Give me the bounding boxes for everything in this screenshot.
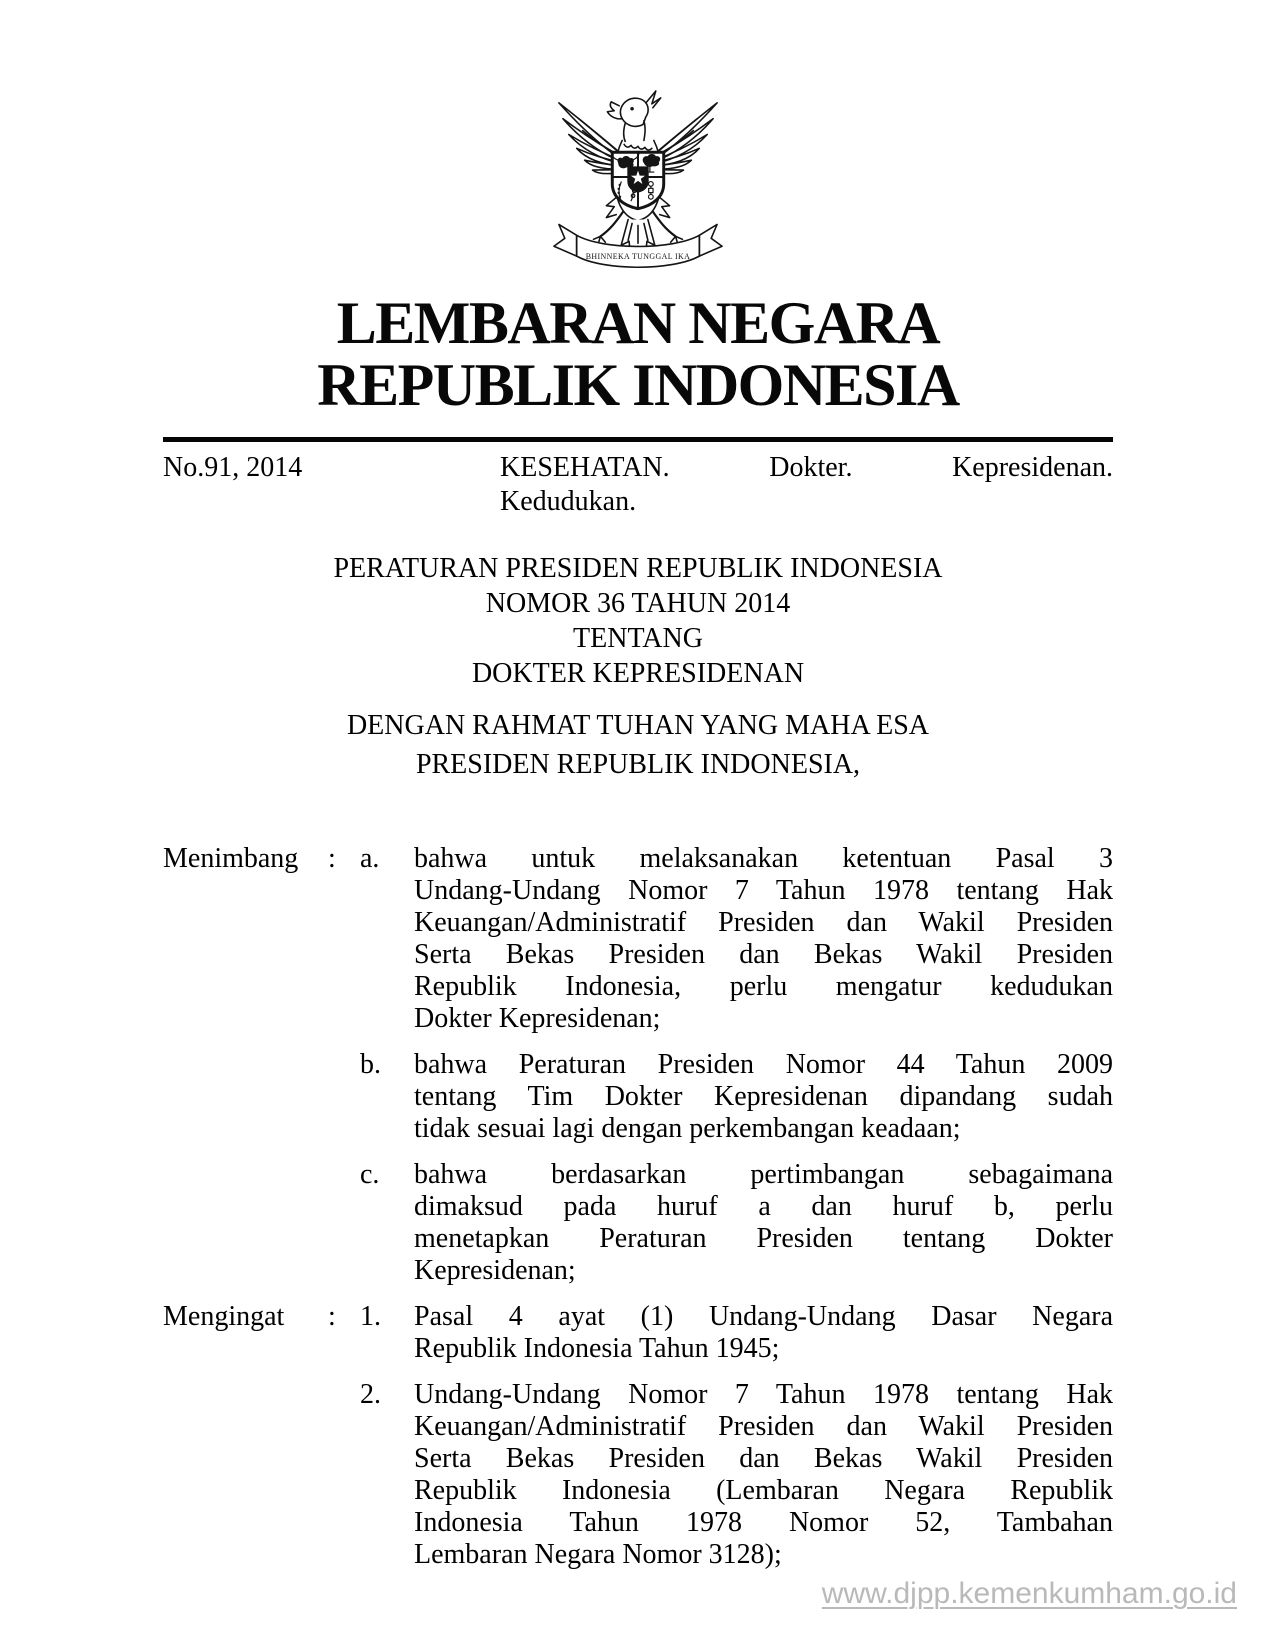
item-marker: a. <box>360 843 380 874</box>
pancasila-shield <box>611 152 663 208</box>
regulation-heading <box>163 551 1113 691</box>
remembering-colon: : <box>328 1301 336 1332</box>
invocation-line: DENGAN RAHMAT TUHAN YANG MAHA ESA <box>346 710 930 741</box>
item-marker: 2. <box>360 1379 381 1410</box>
considering-item-b <box>163 1049 1113 1145</box>
item-text: bahwa untuk melaksanakan ketentuan Pasal 3 Undang-Undang Nomor 7 Tahun 1978 tentang Hak Keuangan/Administratif Presiden dan Wakil Presiden Serta Bekas Presiden dan Bekas Wakil Presiden Republik Indonesia, perlu mengatur kedudukan Dokter Kepresidenan; <box>414 843 1113 1034</box>
issue-subjects: KESEHATAN. Dokter. Kepresidenan. Kedudukan. <box>500 452 1113 517</box>
eye <box>630 107 634 111</box>
remembering-label: Mengingat <box>163 1301 285 1332</box>
remembering-item-2 <box>163 1379 1113 1571</box>
regulation-heading-line2: NOMOR 36 TAHUN 2014 <box>485 588 791 619</box>
document-body <box>163 843 1113 1585</box>
regulation-heading-line1: PERATURAN PRESIDEN REPUBLIK INDONESIA <box>333 553 943 584</box>
watermark-link[interactable]: www.djpp.kemenkumham.go.id <box>821 1577 1237 1610</box>
item-marker: c. <box>360 1159 380 1190</box>
garuda-pancasila-emblem <box>549 78 727 278</box>
issue-number: No.91, 2014 <box>163 452 303 483</box>
item-marker: b. <box>360 1049 381 1080</box>
item-text: bahwa berdasarkan pertimbangan sebagaimana dimaksud pada huruf a dan huruf b, perlu menetapkan Peraturan Presiden tentang Dokter Kepresidenan; <box>414 1159 1113 1286</box>
issue-row <box>163 451 1113 519</box>
issuer-line: PRESIDEN REPUBLIK INDONESIA, <box>415 749 861 780</box>
masthead-divider <box>163 437 1113 442</box>
item-text: Undang-Undang Nomor 7 Tahun 1978 tentang Hak Keuangan/Administratif Presiden dan Wakil Presiden Serta Bekas Presiden dan Bekas Wakil Presiden Republik Indonesia (Lembaran Negara Republik Indonesia Tahun 1978 Nomor 52, Tambahan Lembaran Negara Nomor 3128); <box>414 1379 1113 1570</box>
regulation-heading-line3: TENTANG <box>573 623 703 654</box>
considering-colon: : <box>328 843 336 874</box>
considering-item-c <box>163 1159 1113 1287</box>
masthead-title <box>163 292 1113 416</box>
masthead-title-line2: REPUBLIK INDONESIA <box>317 352 959 418</box>
considering-item-a <box>163 843 1113 1035</box>
item-text: bahwa Peraturan Presiden Nomor 44 Tahun 2009 tentang Tim Dokter Kepresidenan dipandang sudah tidak sesuai lagi dengan perkembangan keadaan; <box>414 1049 1113 1144</box>
eagle-head <box>607 91 660 141</box>
masthead-title-line1: LEMBARAN NEGARA <box>336 290 940 356</box>
item-text: Pasal 4 ayat (1) Undang-Undang Dasar Negara Republik Indonesia Tahun 1945; <box>414 1301 1113 1364</box>
considering-label: Menimbang <box>163 843 299 874</box>
remembering-item-1 <box>163 1301 1113 1365</box>
item-marker: 1. <box>360 1301 381 1332</box>
motto-text: BHINNEKA TUNGGAL IKA <box>585 252 691 262</box>
regulation-heading-line4: DOKTER KEPRESIDENAN <box>471 658 805 689</box>
